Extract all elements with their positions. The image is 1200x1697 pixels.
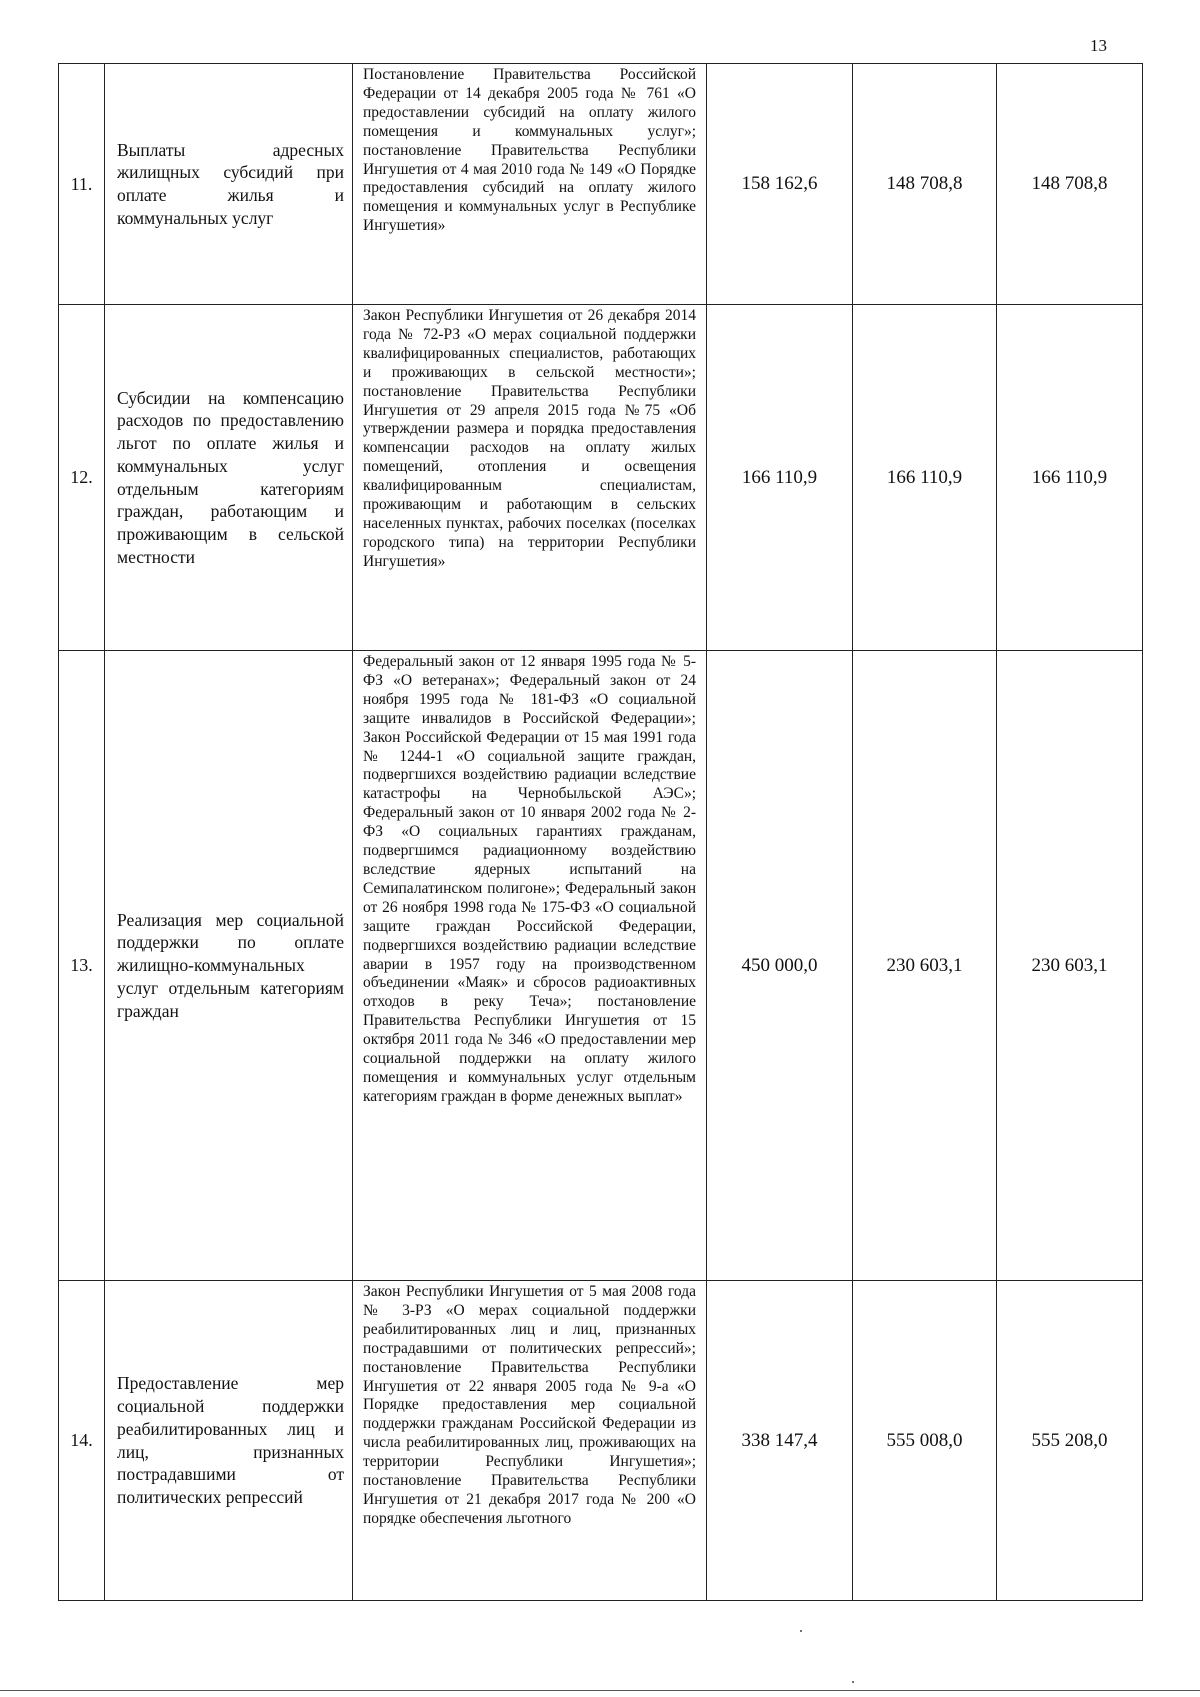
value-cell: 166 110,9 (997, 305, 1143, 651)
row-number: 12. (59, 305, 105, 651)
budget-table (58, 63, 1143, 1601)
measure-name: Реализация мер социальной поддержки по оплате жилищно-коммунальных услуг отдельным категориям граждан (105, 651, 353, 1281)
value-cell: 230 603,1 (853, 651, 997, 1281)
table-row (59, 1281, 1143, 1601)
row-number: 13. (59, 651, 105, 1281)
scan-speck (852, 1681, 854, 1683)
value-cell: 148 708,8 (853, 64, 997, 305)
value-cell: 338 147,4 (707, 1281, 853, 1601)
legal-basis: Постановление Правительства Российской Федерации от 14 декабря 2005 года № 761 «О предоставлении субсидий на оплату жилого помещения и коммунальных услуг»; постановление Правительства Республики Ингушетия от 4 мая 2010 года № 149 «О Порядке предоставления субсидий на оплату жилого помещения и коммунальных услуг в Республике Ингушетия» (353, 64, 707, 305)
value-cell: 166 110,9 (853, 305, 997, 651)
row-number: 11. (59, 64, 105, 305)
legal-basis: Закон Республики Ингушетия от 26 декабря 2014 года № 72-РЗ «О мерах социальной поддержки квалифицированных специалистов, работающих и проживающих в сельской местности»; постановление Правительства Республики Ингушетия от 29 апреля 2015 года №75 «Об утверждении размера и порядка предоставления компенсации расходов на оплату жилых помещений, отопления и освещения квалифицированным специалистам, проживающим и работающим в сельских населенных пунктах, рабочих поселках (поселках городского типа) на территории Республики Ингушетия» (353, 305, 707, 651)
measure-name: Выплаты адресных жилищных субсидий при оплате жилья и коммунальных услуг (105, 64, 353, 305)
legal-basis: Закон Республики Ингушетия от 5 мая 2008 года № 3-РЗ «О мерах социальной поддержки реабилитированных лиц и лиц, признанных пострадавшими от политических репрессий»; постановление Правительства Республики Ингушетия от 22 января 2005 года № 9-а «О Порядке предоставления мер социальной поддержки гражданам Российской Федерации из числа реабилитированных лиц, проживающих на территории Республики Ингушетия»; постановление Правительства Республики Ингушетия от 21 декабря 2017 года № 200 «О порядке обеспечения льготного (353, 1281, 707, 1601)
value-cell: 158 162,6 (707, 64, 853, 305)
value-cell: 555 208,0 (997, 1281, 1143, 1601)
measure-name: Субсидии на компенсацию расходов по предоставлению льгот по оплате жилья и коммунальных услуг отдельным категориям граждан, работающим и проживающим в сельской местности (105, 305, 353, 651)
page-number: 13 (1090, 36, 1107, 55)
table-row (59, 64, 1143, 305)
value-cell: 230 603,1 (997, 651, 1143, 1281)
value-cell: 555 008,0 (853, 1281, 997, 1601)
value-cell: 450 000,0 (707, 651, 853, 1281)
row-number: 14. (59, 1281, 105, 1601)
value-cell: 166 110,9 (707, 305, 853, 651)
table-row (59, 305, 1143, 651)
table-row (59, 651, 1143, 1281)
measure-name: Предоставление мер социальной поддержки реабилитированных лиц и лиц, признанных пострадавшими от политических репрессий (105, 1281, 353, 1601)
value-cell: 148 708,8 (997, 64, 1143, 305)
scan-edge-line (0, 1690, 1200, 1691)
scan-speck (800, 1630, 802, 1632)
legal-basis: Федеральный закон от 12 января 1995 года № 5-ФЗ «О ветеранах»; Федеральный закон от 24 ноября 1995 года № 181-ФЗ «О социальной защите инвалидов в Российской Федерации»; Закон Российской Федерации от 15 мая 1991 года № 1244-1 «О социальной защите граждан, подвергшихся воздействию радиации вследствие катастрофы на Чернобыльской АЭС»; Федеральный закон от 10 января 2002 года № 2-ФЗ «О социальных гарантиях гражданам, подвергшимся радиационному воздействию вследствие ядерных испытаний на Семипалатинском полигоне»; Федеральный закон от 26 ноября 1998 года № 175-ФЗ «О социальной защите граждан Российской Федерации, подвергшихся воздействию радиации вследствие аварии в 1957 году на производственном объединении «Маяк» и сбросов радиоактивных отходов в реку Теча»; постановление Правительства Республики Ингушетия от 15 октября 2011 года № 346 «О предоставлении мер социальной поддержки на оплату жилого помещения и коммунальных услуг отдельным категориям граждан в форме денежных выплат» (353, 651, 707, 1281)
